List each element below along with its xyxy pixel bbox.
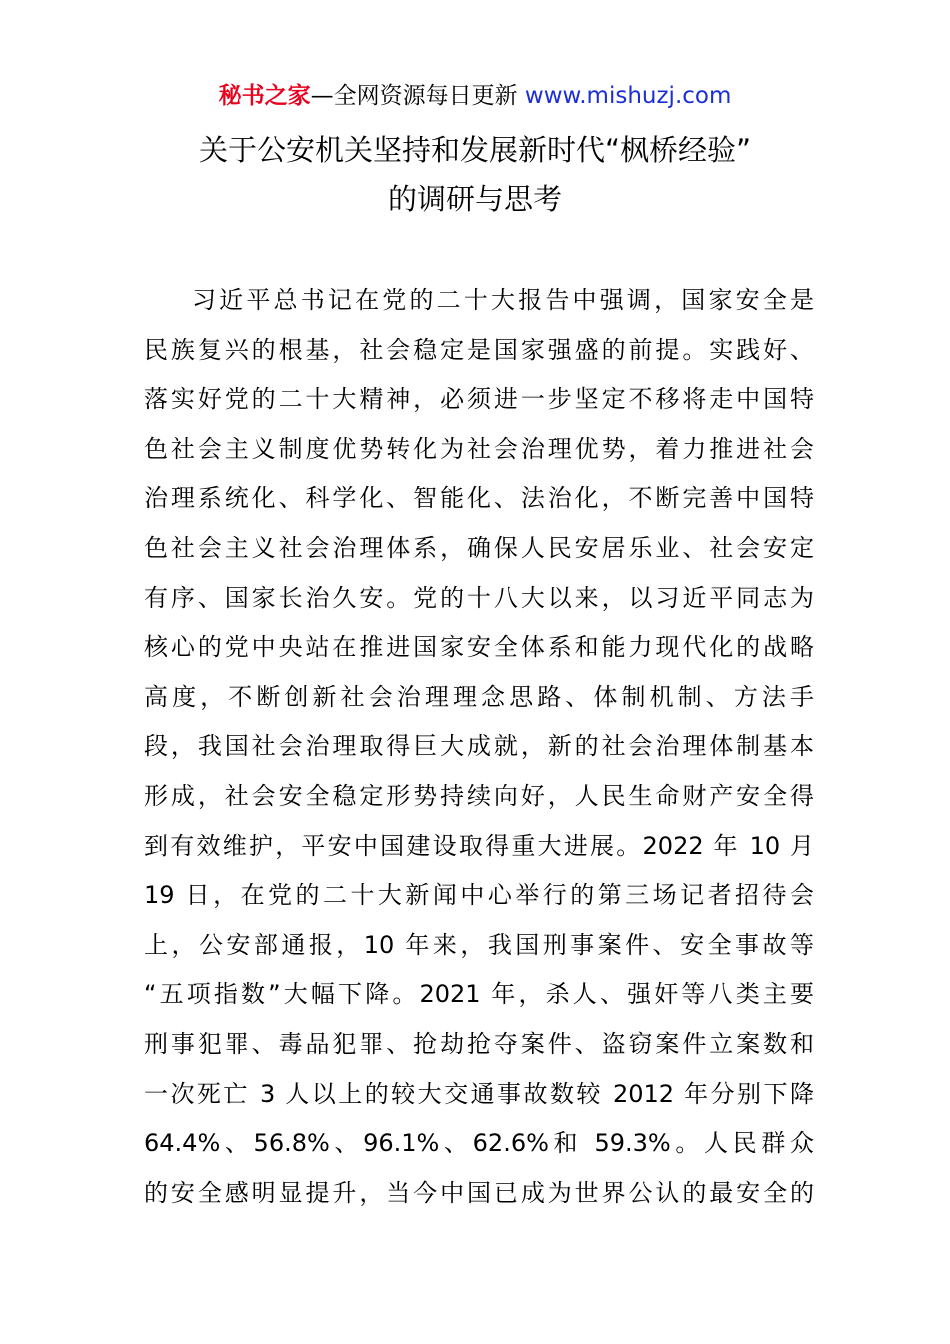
body-line: 64.4%、56.8%、96.1%、62.6%和 59.3%。人民群众 — [144, 1129, 814, 1158]
site-brand: 秘书之家 — [218, 83, 311, 109]
document-title-line-1: 关于公安机关坚持和发展新时代“枫桥经验” — [198, 133, 752, 167]
site-url-link[interactable]: www.mishuzj.com — [524, 83, 732, 109]
document-title-line-2: 的调研与思考 — [387, 182, 562, 216]
body-line: 色社会主义社会治理体系，确保人民安居乐业、社会安定 — [144, 533, 814, 562]
body-line: 一次死亡 3 人以上的较大交通事故数较 2012 年分别下降 — [144, 1079, 814, 1108]
body-line: 段，我国社会治理取得巨大成就，新的社会治理体制基本 — [144, 732, 814, 761]
body-line: 19 日，在党的二十大新闻中心举行的第三场记者招待会 — [144, 881, 814, 910]
body-line: 有序、国家长治久安。党的十八大以来，以习近平同志为 — [144, 583, 814, 612]
body-line: 刑事犯罪、毒品犯罪、抢劫抢夺案件、盗窃案件立案数和 — [144, 1029, 814, 1058]
body-line: 的安全感明显提升，当今中国已成为世界公认的最安全的 — [144, 1178, 814, 1207]
document-body — [144, 276, 814, 1218]
body-line: “五项指数”大幅下降。2021 年，杀人、强奸等八类主要 — [144, 980, 814, 1009]
body-line: 落实好党的二十大精神，必须进一步坚定不移将走中国特 — [144, 385, 814, 414]
body-line: 核心的党中央站在推进国家安全体系和能力现代化的战略 — [144, 633, 814, 662]
body-line: 到有效维护，平安中国建设取得重大进展。2022 年 10 月 — [144, 831, 814, 860]
body-line: 上，公安部通报，10 年来，我国刑事案件、安全事故等 — [144, 930, 814, 959]
site-tagline: —全网资源每日更新 — [310, 83, 525, 109]
body-line: 形成，社会安全稳定形势持续向好，人民生命财产安全得 — [144, 781, 814, 810]
body-line: 民族复兴的根基，社会稳定是国家强盛的前提。实践好、 — [144, 335, 814, 364]
body-line: 习近平总书记在党的二十大报告中强调，国家安全是 — [192, 286, 814, 314]
body-line: 治理系统化、科学化、智能化、法治化，不断完善中国特 — [144, 484, 814, 513]
site-header — [0, 80, 950, 112]
body-line: 高度，不断创新社会治理理念思路、体制机制、方法手 — [144, 682, 814, 711]
body-line: 色社会主义制度优势转化为社会治理优势，着力推进社会 — [144, 434, 814, 463]
